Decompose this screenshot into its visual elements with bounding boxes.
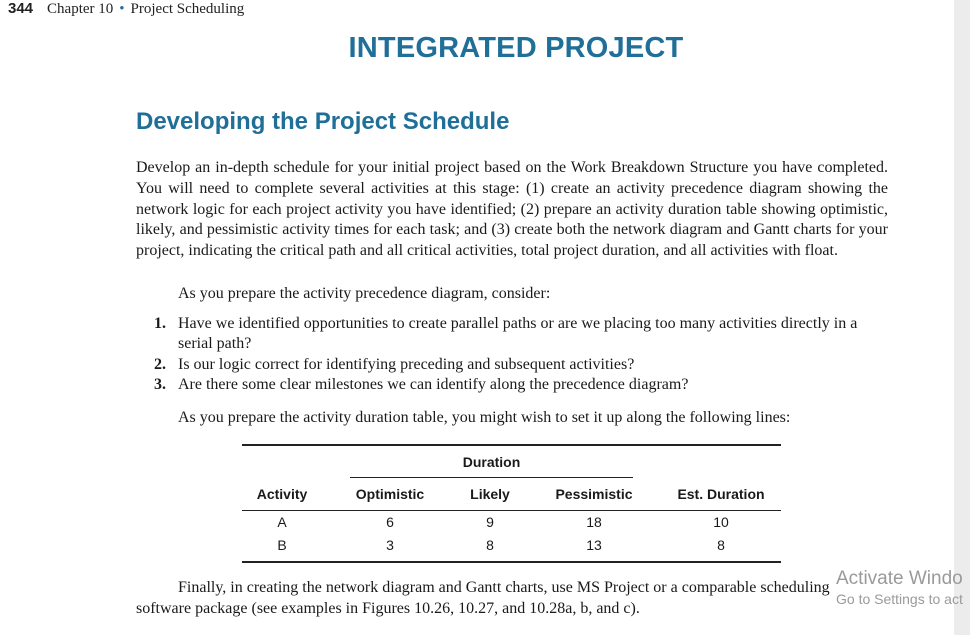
table-bottom-rule <box>242 561 781 563</box>
question-list <box>136 314 888 396</box>
table-cell: 8 <box>717 537 725 553</box>
table-cell: 13 <box>586 537 602 553</box>
table-cell: 6 <box>386 514 394 530</box>
list-item <box>136 355 888 375</box>
final-paragraph-line: Finally, in creating the network diagram and Gantt charts, use MS Project or a comparable scheduling <box>178 579 830 596</box>
column-header-likely: Likely <box>470 486 510 502</box>
precedence-intro: As you prepare the activity precedence diagram, consider: <box>178 285 551 302</box>
table-top-rule <box>242 444 781 446</box>
page-title: INTEGRATED PROJECT <box>348 32 684 64</box>
list-item <box>136 375 888 395</box>
column-header-activity: Activity <box>256 486 308 502</box>
table-cell: 8 <box>486 537 494 553</box>
table-cell: 9 <box>486 514 494 530</box>
final-paragraph <box>136 578 888 620</box>
watermark-title: Activate Windo <box>836 568 963 589</box>
group-header-rule <box>350 477 633 478</box>
final-paragraph-line: software package (see examples in Figures 10.26, 10.27, and 10.28a, b, and c). <box>136 599 640 617</box>
running-header <box>8 0 244 18</box>
list-item-number: 3. <box>154 376 166 394</box>
watermark-settings-link[interactable]: Go to Settings to act <box>836 591 963 607</box>
column-header-est-duration: Est. Duration <box>677 486 765 502</box>
duration-group-header: Duration <box>462 454 521 470</box>
table-cell: 18 <box>586 514 602 530</box>
page-number: 344 <box>8 0 34 17</box>
list-item-number: 2. <box>154 355 166 373</box>
chapter-label: Chapter 10 <box>47 1 114 17</box>
column-header-pessimistic: Pessimistic <box>555 486 633 502</box>
list-item-number: 1. <box>154 315 166 332</box>
table-intro: As you prepare the activity duration table, you might wish to set it up along the following lines: <box>178 409 791 426</box>
section-heading: Developing the Project Schedule <box>136 108 510 135</box>
list-item <box>136 314 888 355</box>
list-item-text: Have we identified opportunities to create parallel paths or are we placing too many activities directly in a serial path? <box>178 315 858 353</box>
header-rule <box>242 510 781 511</box>
chapter-title: Project Scheduling <box>130 1 245 17</box>
window-scrollbar[interactable] <box>954 0 970 635</box>
intro-paragraph: Develop an in-depth schedule for your initial project based on the Work Breakdown Structure you have completed. You will need to complete several activities at this stage: (1) create an activity precedence diagram showing the network logic for each project activity you have identified; (2) prepare an activity duration table showing optimistic, likely, and pessimistic activity times for each task; and (3) create both the network diagram and Gantt charts for your project, indicating the critical path and all critical activities, total project duration, and all activities with float. <box>136 159 888 260</box>
column-header-optimistic: Optimistic <box>355 486 425 502</box>
table-cell: A <box>277 514 287 530</box>
table-cell: 10 <box>713 514 729 530</box>
table-cell: 3 <box>386 537 394 553</box>
list-item-text: Are there some clear milestones we can identify along the precedence diagram? <box>178 376 689 394</box>
list-item-text: Is our logic correct for identifying preceding and subsequent activities? <box>178 355 635 373</box>
header-separator: • <box>119 1 125 17</box>
table-cell: B <box>277 537 287 553</box>
